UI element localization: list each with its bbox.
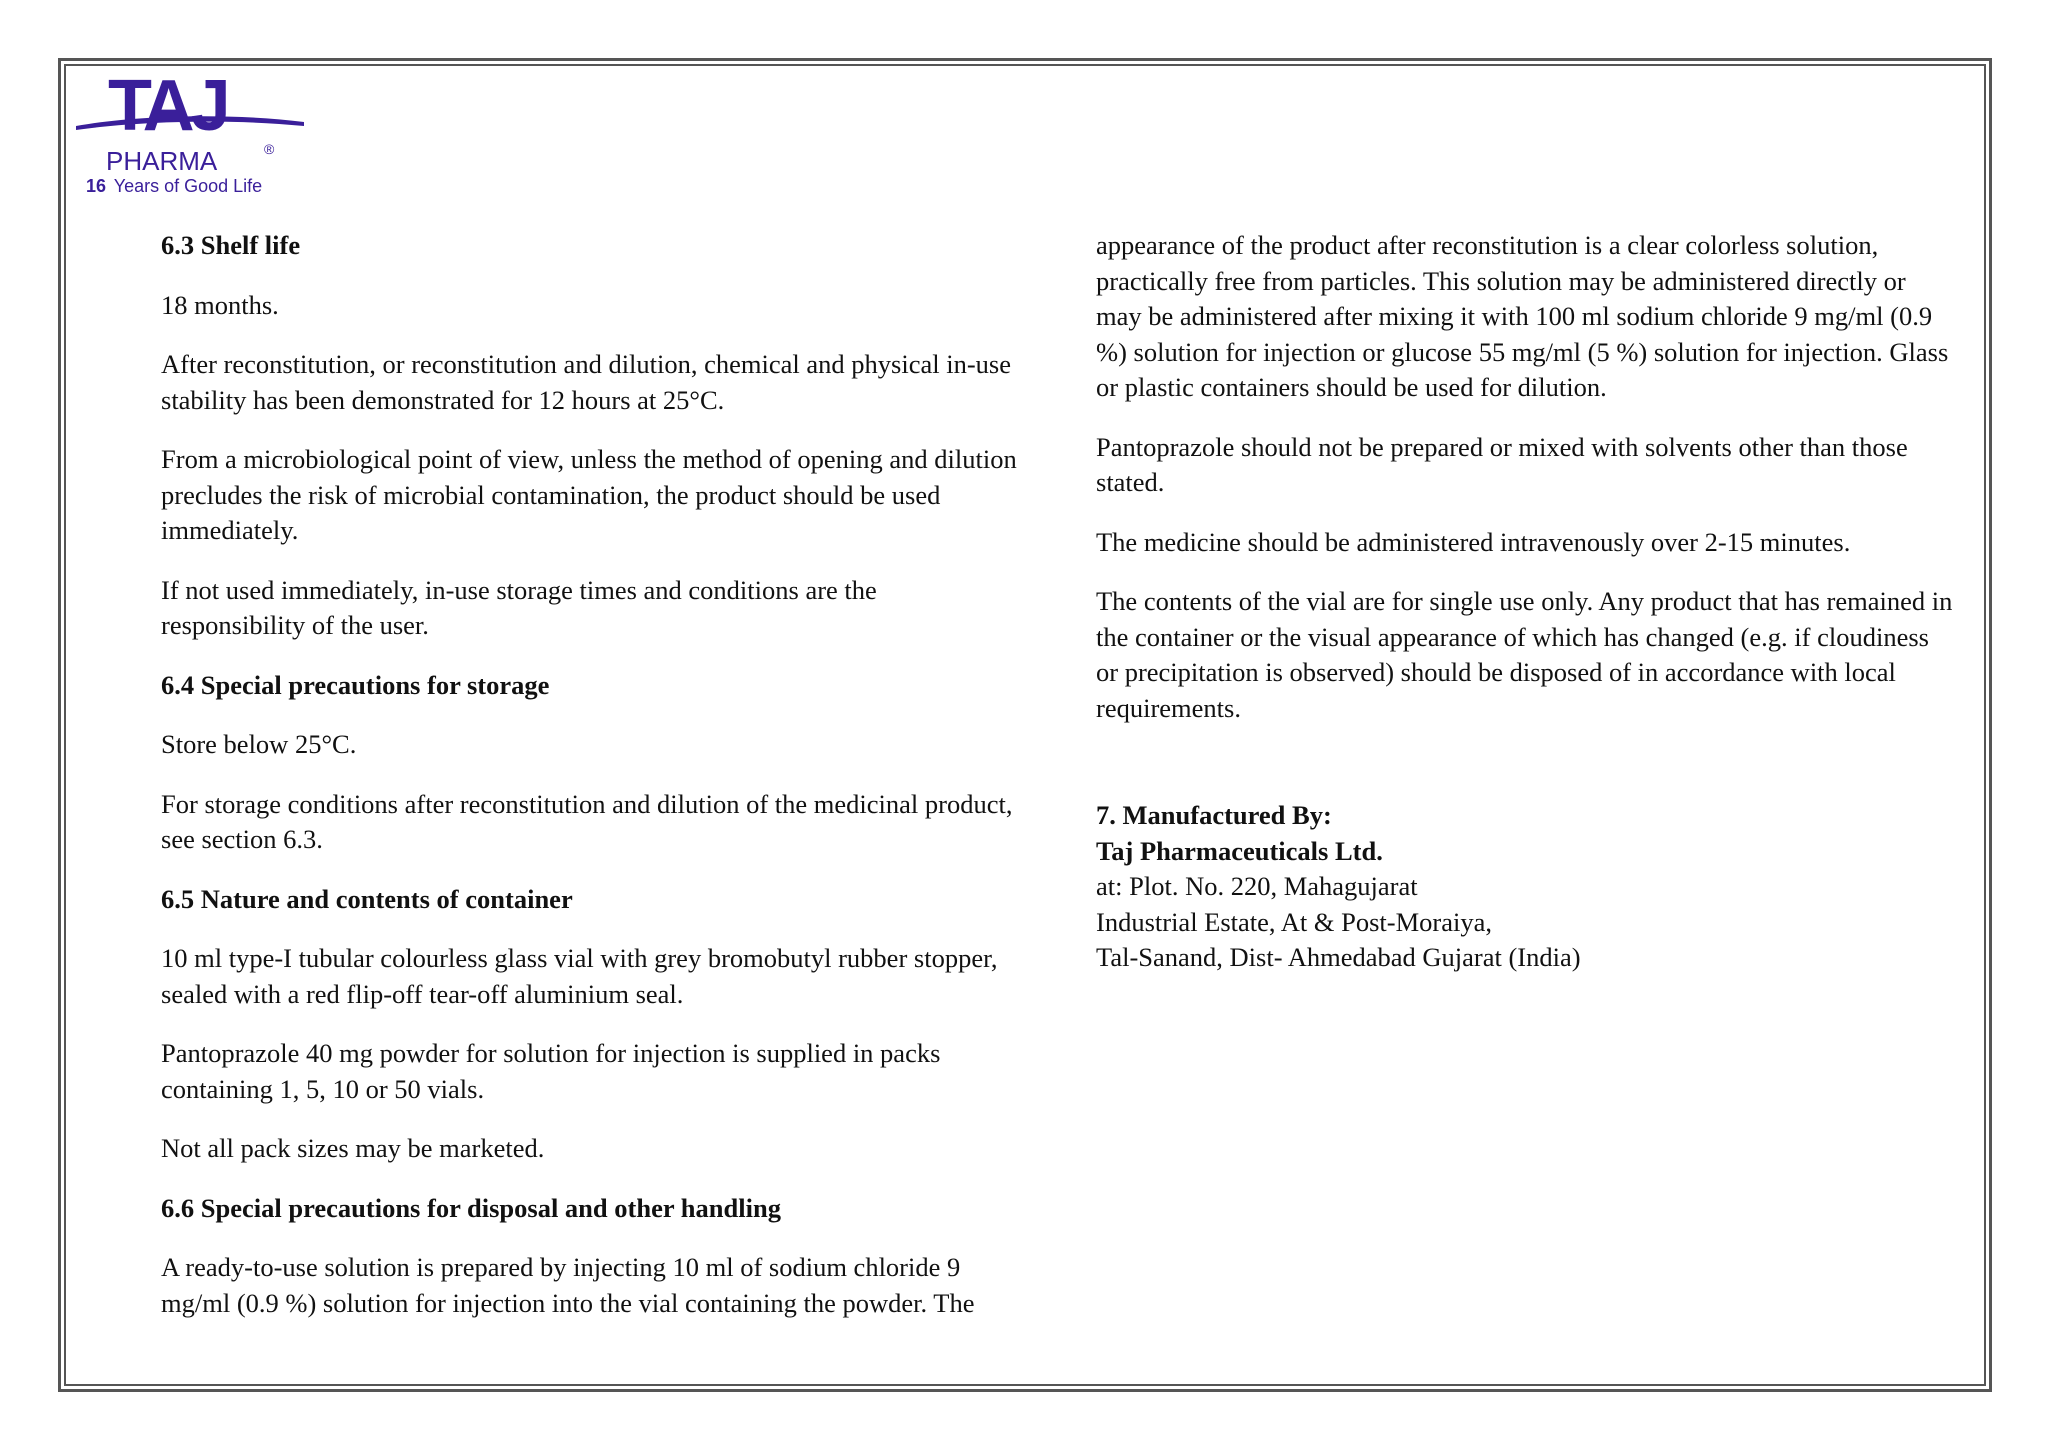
svg-text:16 Years of Good Life <box>86 176 262 196</box>
right-column <box>1096 228 1956 976</box>
paragraph: After reconstitution, or reconstitution and dilution, chemical and physical in-use stability has been demonstrated for 12 hours at 25°C. <box>161 349 1011 415</box>
paragraph: From a microbiological point of view, unless the method of opening and dilution precludes the risk of microbial contamination, the product should be used immediately. <box>161 444 1017 545</box>
paragraph: Pantoprazole 40 mg powder for solution for injection is supplied in packs containing 1, 5, 10 or 50 vials. <box>161 1038 941 1104</box>
logo-registered: ® <box>264 141 275 157</box>
paragraph: Not all pack sizes may be marketed. <box>161 1133 545 1163</box>
paragraph: 10 ml type-I tubular colourless glass vial with grey bromobutyl rubber stopper, sealed with a red flip-off tear-off aluminium seal. <box>161 943 998 1009</box>
paragraph: Pantoprazole should not be prepared or mixed with solvents other than those stated. <box>1096 431 1908 497</box>
paragraph: The medicine should be administered intravenously over 2-15 minutes. <box>1096 526 1851 557</box>
manufacturer-block <box>1096 798 1956 976</box>
taj-pharma-logo <box>72 68 312 196</box>
paragraph: appearance of the product after reconstitution is a clear colorless solution, practically free from particles. This solution may be administered directly or may be administered after mixing it with 100 ml sodium chloride 9 mg/ml (0.9 %) solution for injection or glucose 55 mg/ml (5 %) solution for injection. Glass or plastic containers should be used for dilution. <box>1096 230 1949 402</box>
section-heading-container: 6.5 Nature and contents of container <box>161 883 573 914</box>
address-line: Tal-Sanand, Dist- Ahmedabad Gujarat (India) <box>1096 942 1581 972</box>
paragraph: 18 months. <box>161 289 279 320</box>
logo-sub: PHARMA <box>106 146 218 176</box>
paragraph: If not used immediately, in-use storage times and conditions are the responsibility of the user. <box>161 574 877 640</box>
section-heading-storage: 6.4 Special precautions for storage <box>161 669 550 700</box>
paragraph: For storage conditions after reconstitution and dilution of the medicinal product, see section 6.3. <box>161 788 1013 854</box>
manufacturer-name: Taj Pharmaceuticals Ltd. <box>1096 835 1383 866</box>
address-line: at: Plot. No. 220, Mahagujarat <box>1096 871 1418 901</box>
logo-tagline: Years of Good Life <box>113 176 263 196</box>
logo-years-number: 16 <box>86 176 107 196</box>
paragraph: Store below 25°C. <box>161 729 357 759</box>
section-heading-disposal: 6.6 Special precautions for disposal and other handling <box>161 1192 781 1223</box>
paragraph: A ready-to-use solution is prepared by injecting 10 ml of sodium chloride 9 mg/ml (0.9 %) solution for injection into the vial containing the powder. The <box>161 1252 975 1318</box>
logo-brand: TAJ <box>108 68 227 146</box>
address-line: Industrial Estate, At & Post-Moraiya, <box>1096 906 1492 937</box>
manufacturer-heading: 7. Manufactured By: <box>1096 800 1332 830</box>
section-heading-shelf-life: 6.3 Shelf life <box>161 230 301 260</box>
paragraph: The contents of the vial are for single use only. Any product that has remained in the container or the visual appearance of which has changed (e.g. if cloudiness or precipitation is observed) should be disposed of in accordance with local requirements. <box>1096 586 1953 723</box>
left-column <box>161 228 1021 1345</box>
